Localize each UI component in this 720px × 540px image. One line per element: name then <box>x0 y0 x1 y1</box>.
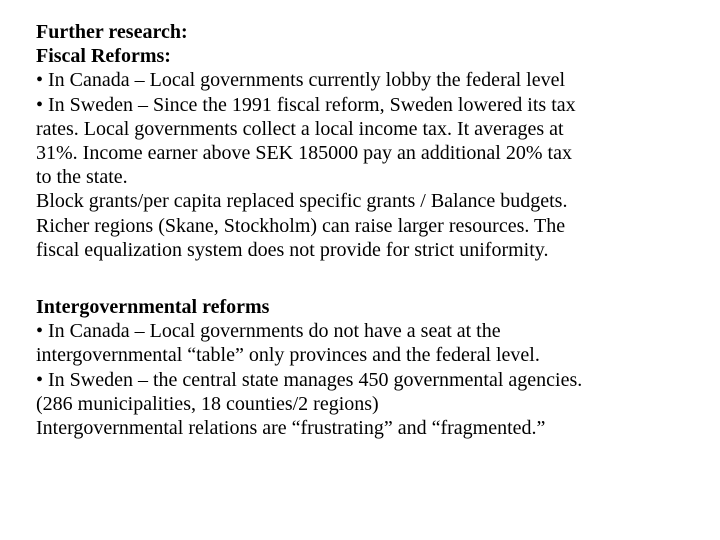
intergov-line-4: (286 municipalities, 18 counties/2 regions) <box>36 392 379 415</box>
fiscal-line-2: • In Sweden – Since the 1991 fiscal reform, Sweden lowered its tax <box>36 93 576 116</box>
heading-fiscal-reforms: Fiscal Reforms: <box>36 45 171 68</box>
fiscal-line-5: to the state. <box>36 166 128 189</box>
fiscal-line-1: • In Canada – Local governments currently lobby the federal level <box>36 69 566 92</box>
fiscal-line-8: fiscal equalization system does not provide for strict uniformity. <box>36 238 549 261</box>
fiscal-line-7: Richer regions (Skane, Stockholm) can raise larger resources. The <box>36 214 566 237</box>
intergov-line-5: Intergovernmental relations are “frustrating” and “fragmented.” <box>36 417 546 440</box>
intergov-line-1: • In Canada – Local governments do not have a seat at the <box>36 320 501 343</box>
section-spacer <box>36 262 706 295</box>
heading-further-research: Further research: <box>36 21 188 43</box>
intergov-line-3: • In Sweden – the central state manages 450 governmental agencies. <box>36 368 583 391</box>
fiscal-line-4: 31%. Income earner above SEK 185000 pay an additional 20% tax <box>36 142 572 165</box>
slide-body <box>36 20 706 440</box>
heading-intergovernmental-reforms: Intergovernmental reforms <box>36 296 270 319</box>
fiscal-line-6: Block grants/per capita replaced specific grants / Balance budgets. <box>36 190 568 213</box>
fiscal-line-3: rates. Local governments collect a local income tax. It averages at <box>36 117 564 140</box>
intergov-line-2: intergovernmental “table” only provinces and the federal level. <box>36 344 540 367</box>
